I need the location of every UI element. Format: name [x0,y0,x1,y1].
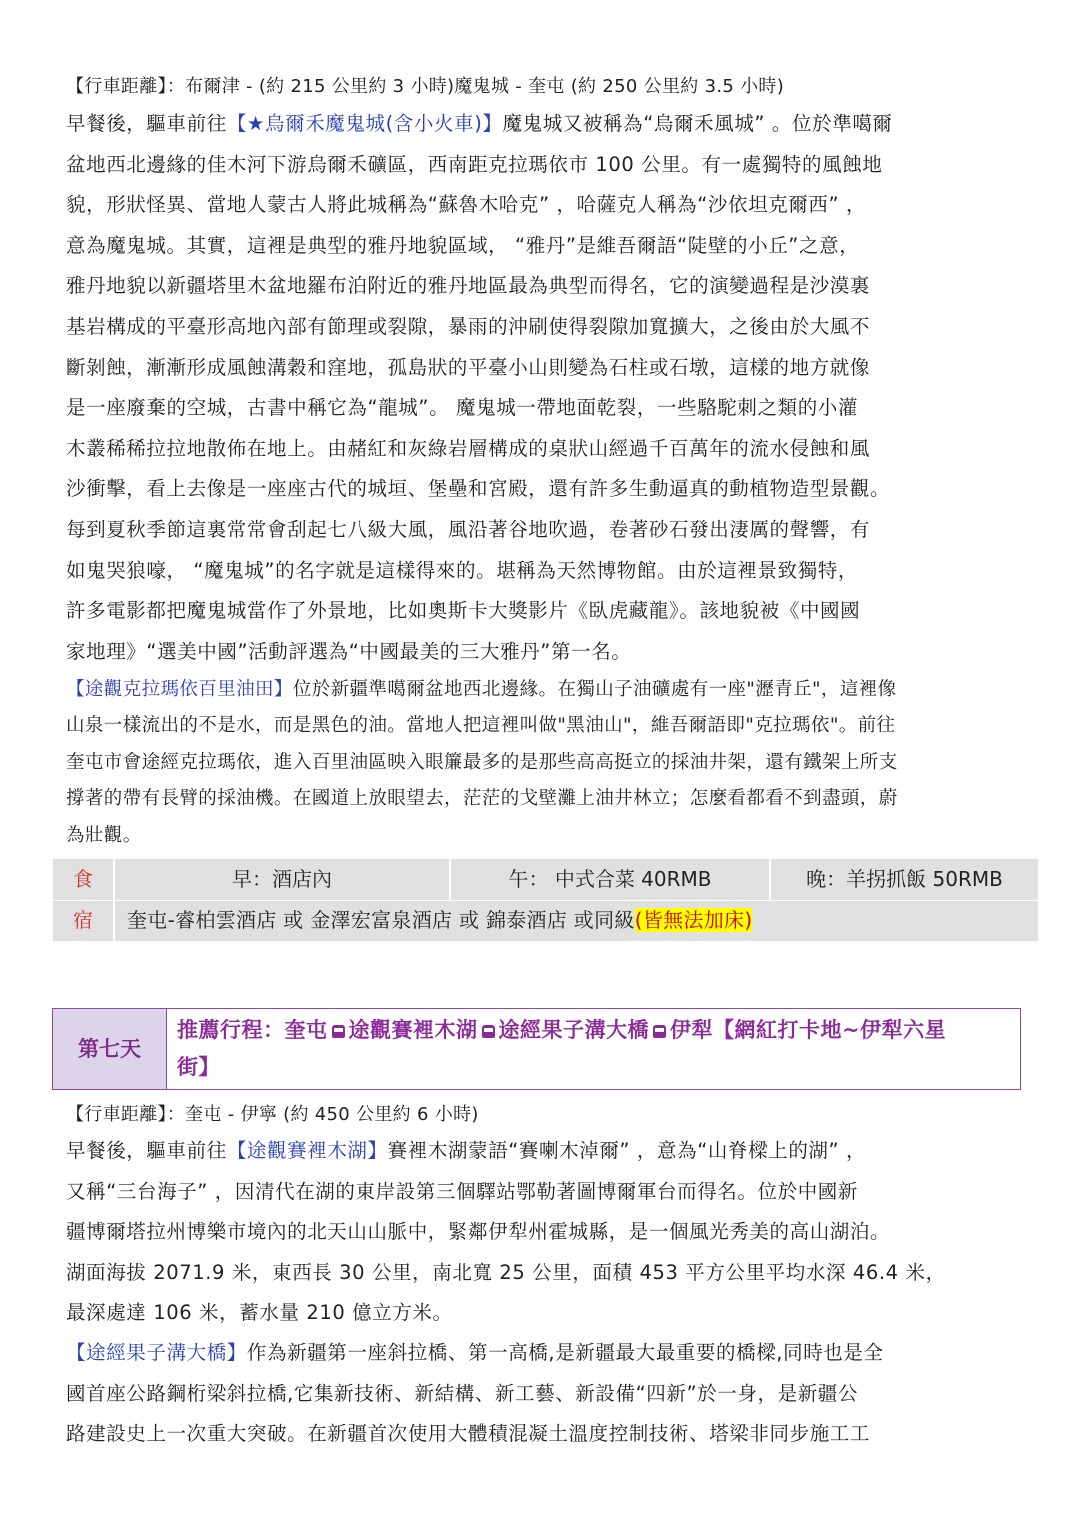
text-line: 意為魔鬼城。其實，這裡是典型的雅丹地貌區域， “雅丹”是維吾爾語“陡壁的小丘”之意， [66,233,860,257]
meals-row [53,859,1038,901]
highlight-link: 【途觀克拉瑪依百里油田】 [66,679,293,700]
text-line [66,672,1016,708]
title-part: 途經果子溝大橋 [498,1018,649,1042]
text-line: 湖面海拔 2071.9 米，東西長 30 公里，南北寬 25 公里，面積 453 平方公里平均水深 46.4 米， [66,1260,946,1284]
text-line: 是一座廢棄的空城，古書中稱它為“龍城”。 魔鬼城一帶地面乾裂，一些駱駝刺之類的小灌 [66,396,859,420]
text-line: 為壯觀。 [66,824,142,846]
bus-icon [482,1025,495,1038]
text-line: 許多電影都把魔鬼城當作了外景地，比如奧斯卡大獎影片《臥虎藏龍》。該地貌被《中國國 [66,599,861,623]
bus-icon [332,1025,345,1038]
meals-lodging-table [53,859,1038,941]
text-line: 又稱“三台海子” ，因清代在湖的東岸設第三個驛站鄂勒著圖博爾軍台而得名。位於中國新 [66,1179,859,1203]
bus-icon [653,1025,666,1038]
meals-label: 食 [53,859,115,900]
text-line [66,104,1016,145]
text-line: 基岩構成的平臺形高地內部有節理或裂隙，暴雨的沖刷使得裂隙加寬擴大，之後由於大風不 [66,314,871,338]
text-line: 家地理》“選美中國”活動評選為“中國最美的三大雅丹”第一名。 [66,639,632,663]
text-line: 貌，形狀怪異、當地人蒙古人將此城稱為“蘇魯木哈克” ，哈薩克人稱為“沙依坦克爾西” ， [66,193,867,217]
day6-paragraph-oilfield [66,672,1016,854]
text-line: 國首座公路鋼桁梁斜拉橋,它集新技術、新結構、新工藝、新設備“四新”於一身，是新疆公 [66,1381,859,1405]
text-run: 魔鬼城又被稱為“烏爾禾風城” 。位於準噶爾 [502,112,893,135]
day7-distance: 【行車距離】：奎屯 - 伊寧 (約 450 公里約 6 小時) [66,1104,479,1125]
breakfast-cell: 早：酒店內 [115,859,451,900]
text-line: 路建設史上一次重大突破。在新疆首次使用大體積混凝土溫度控制技術、塔梁非同步施工工 [66,1422,871,1446]
lodging-hotels: 奎屯-睿柏雲酒店 或 金澤宏富泉酒店 或 錦泰酒店 或同級 [127,908,635,932]
highlight-link: 【途經果子溝大橋】 [66,1341,247,1364]
text-line: 雅丹地貌以新疆塔里木盆地羅布泊附近的雅丹地區最為典型而得名，它的演變過程是沙漠裏 [66,274,871,298]
day7-title [177,1012,1017,1086]
day-label: 第七天 [53,1009,167,1089]
text-line: 木叢稀稀拉拉地散佈在地上。由赭紅和灰綠岩層構成的桌狀山經過千百萬年的流水侵蝕和風 [66,436,871,460]
text-run: 早餐後，驅車前往 [66,1139,227,1162]
text-run: 作為新疆第一座斜拉橋、第一高橋,是新疆最大最重要的橋樑,同時也是全 [246,1341,884,1364]
text-line: 盆地西北邊緣的佳木河下游烏爾禾礦區，西南距克拉瑪依市 100 公里。有一處獨特的風蝕地 [66,152,883,176]
text-line: 沙衝擊，看上去像是一座座古代的城垣、堡壘和宮殿，還有許多生動逼真的動植物造型景觀。 [66,477,891,501]
title-part: 途觀賽裡木湖 [348,1018,478,1042]
text-line: 撐著的帶有長臂的採油機。在國道上放眼望去，茫茫的戈壁灘上油井林立；怎麼看都看不到盡頭，蔚 [66,788,898,810]
lodging-label: 宿 [53,900,115,941]
text-line: 奎屯市會途經克拉瑪依，進入百里油區映入眼簾最多的是那些高高挺立的採油井架，還有鐵架上所支 [66,751,898,773]
highlight-link: 【途觀賽裡木湖】 [226,1139,388,1162]
day7-header [52,1008,1021,1090]
day7-paragraph-sayram-lake [66,1131,1016,1334]
text-run: 賽裡木湖蒙語“賽喇木淖爾” ，意為“山脊樑上的湖” ， [387,1139,867,1162]
lunch-cell: 午： 中式合菜 40RMB [451,859,771,900]
text-run: 位於新疆準噶爾盆地西北邊緣。在獨山子油礦處有一座"瀝青丘"，這裡像 [292,679,897,700]
day6-distance: 【行車距離】：布爾津 - (約 215 公里約 3 小時)魔鬼城 - 奎屯 (約 250 公里約 3.5 小時) [66,76,785,97]
text-line [66,1131,1016,1172]
day6-paragraph-ghost-city [66,104,1016,672]
text-line: 斷剝蝕，漸漸形成風蝕溝穀和窪地，孤島狀的平臺小山則變為石柱或石墩，這樣的地方就像 [66,355,871,379]
text-line: 如鬼哭狼嚎， “魔鬼城”的名字就是這樣得來的。堪稱為天然博物館。由於這裡景致獨特， [66,558,859,582]
lodging-note: (皆無法加床) [634,908,753,932]
text-line: 疆博爾塔拉州博樂市境內的北天山山脈中，緊鄰伊犁州霍城縣，是一個風光秀美的高山湖泊。 [66,1220,891,1244]
title-part: 伊犁【網紅打卡地~伊犁六星 [670,1018,947,1042]
text-run: 早餐後，驅車前往 [66,112,227,135]
dinner-cell: 晚：羊拐抓飯 50RMB [806,867,1003,891]
lodging-row [53,900,1038,941]
text-line: 每到夏秋季節這裏常常會刮起七八級大風，風沿著谷地吹過，卷著砂石發出淒厲的聲響，有 [66,517,871,541]
text-line [66,1333,1016,1374]
title-part: 推薦行程：奎屯 [177,1018,328,1042]
highlight-link: 【★烏爾禾魔鬼城(含小火車)】 [226,112,503,135]
title-part: 街】 [177,1055,220,1079]
day7-paragraph-bridge [66,1333,1016,1455]
text-line: 最深處達 106 米，蓄水量 210 億立方米。 [66,1301,453,1325]
lodging-cell [127,900,1027,941]
text-line: 山泉一樣流出的不是水，而是黑色的油。當地人把這裡叫做"黑油山"，維吾爾語即"克拉瑪依"。前往 [66,715,896,737]
